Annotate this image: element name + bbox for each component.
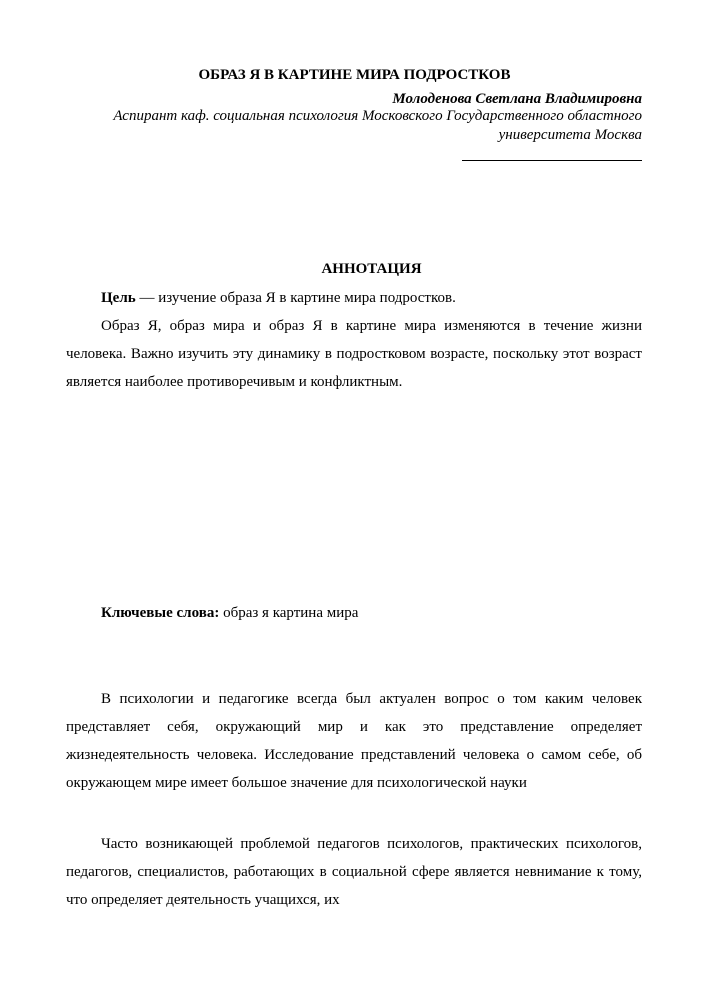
body-paragraph-2: Часто возникающей проблемой педагогов психологов, практических психологов, педагогов, специалистов, работающих в социальной сфере является невнимание к тому, что определяет деятельность учащихся, их [66,836,642,908]
keywords-text: образ я картина мира [219,605,359,621]
header-divider [462,160,642,161]
keywords-label: Ключевые слова: [101,605,220,621]
author-name: Молоденова Светлана Владимировна [392,91,642,107]
keywords-line [66,599,642,627]
goal-label: Цель [101,290,136,306]
abstract-paragraph: Образ Я, образ мира и образ Я в картине мира изменяются в течение жизни человека. Важно изучить эту динамику в подростковом возрасте, поскольку этот возраст является наиболее противоречивым и конфликтным. [66,318,642,390]
body-paragraph-1: В психологии и педагогике всегда был актуален вопрос о том каким человек представляет себя, окружающий мир и как это представление определяет жизнедеятельность человека. Исследование представлений человека о самом себе, об окружающем мире имеет большое значение для психологической науки [66,691,642,791]
abstract-heading: АННОТАЦИЯ [321,261,422,277]
article-title: ОБРАЗ Я В КАРТИНЕ МИРА ПОДРОСТКОВ [198,67,511,83]
author-affiliation: Аспирант каф. социальная психология Московского Государственного областного университета Москва [113,108,642,143]
abstract-goal [66,284,642,312]
goal-text: — изучение образа Я в картине мира подростков. [135,290,456,306]
